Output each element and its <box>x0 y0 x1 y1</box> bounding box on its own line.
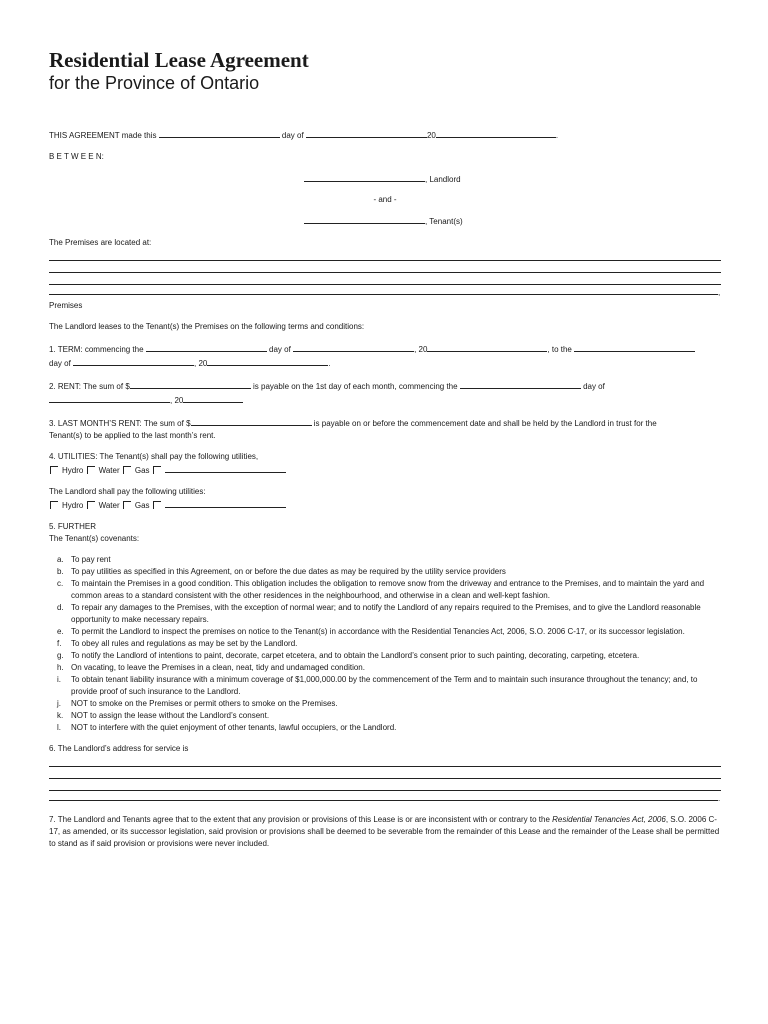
covenant-item <box>49 554 721 566</box>
premises-label: Premises <box>49 301 83 310</box>
document-title: Residential Lease Agreement <box>49 48 309 72</box>
service-intro: 6. The Landlord’s address for service is <box>49 744 189 753</box>
premises-address-line-4[interactable] <box>49 285 721 297</box>
covenant-marker: l. <box>57 723 61 732</box>
last-month-text-c: Tenant(s) to be applied to the last month’s rent. <box>49 431 216 440</box>
service-clause <box>49 743 721 805</box>
service-address-line-1[interactable] <box>49 755 721 767</box>
covenant-marker: b. <box>57 567 64 576</box>
rent-commence-month-field[interactable] <box>49 393 170 403</box>
landlord-label: , Landlord <box>425 175 461 184</box>
rent-commence-day-field[interactable] <box>460 379 581 389</box>
covenant-marker: j. <box>57 699 61 708</box>
covenant-marker: g. <box>57 651 64 660</box>
rent-commence-year-field[interactable] <box>183 393 243 403</box>
covenant-marker: e. <box>57 627 64 636</box>
last-month-text-b: is payable on or before the commencement date and shall be held by the Landlord in trust for the <box>313 419 657 428</box>
tenant-gas-label: Gas <box>134 466 150 475</box>
between-heading: B E T W E E N: <box>49 152 104 161</box>
premises-address-line-1[interactable] <box>49 249 721 261</box>
tenant-utilities-options <box>49 463 721 477</box>
document-subtitle: for the Province of Ontario <box>49 73 260 93</box>
landlord-hydro-label: Hydro <box>62 501 84 510</box>
covenant-item <box>49 674 721 698</box>
tenant-utilities-intro: 4. UTILITIES: The Tenant(s) shall pay the following utilities, <box>49 452 259 461</box>
further-section <box>49 521 721 545</box>
landlord-gas-label: Gas <box>134 501 150 510</box>
landlord-hydro-checkbox[interactable] <box>50 501 58 509</box>
covenant-marker: k. <box>57 711 64 720</box>
landlord-gas-checkbox[interactable] <box>123 501 131 509</box>
service-address-line-4[interactable] <box>49 791 721 803</box>
lease-document <box>49 48 721 850</box>
service-address-line-4-row <box>49 791 721 805</box>
covenant-item <box>49 662 721 674</box>
tenant-label: , Tenant(s) <box>425 217 463 226</box>
term-end-month-field[interactable] <box>73 356 194 366</box>
landlord-water-checkbox[interactable] <box>87 501 95 509</box>
covenant-item <box>49 722 721 734</box>
covenant-item <box>49 578 721 602</box>
covenant-marker: i. <box>57 675 61 684</box>
agreement-month-field[interactable] <box>306 128 427 138</box>
landlord-utilities-intro: The Landlord shall pay the following utilities: <box>49 487 206 496</box>
leases-text: The Landlord leases to the Tenant(s) the Premises on the following terms and conditions: <box>49 322 365 331</box>
tenant-water-label: Water <box>98 466 120 475</box>
term-text-d: , to the <box>547 345 572 354</box>
service-address-line-3[interactable] <box>49 779 721 791</box>
premises-intro: The Premises are located at: <box>49 238 152 247</box>
tenant-utilities <box>49 451 721 477</box>
tenant-name-field[interactable] <box>304 214 425 224</box>
covenant-marker: d. <box>57 603 64 612</box>
covenant-text: To notify the Landlord of intentions to paint, decorate, carpet etcetera, and to obtain the Landlord’s consent prior to such painting, decorating, carpeting, etcetera. <box>71 651 640 660</box>
covenant-item <box>49 710 721 722</box>
tenant-water-checkbox[interactable] <box>87 466 95 474</box>
term-clause <box>49 342 721 370</box>
covenant-item <box>49 602 721 626</box>
tenant-other-checkbox[interactable] <box>153 466 161 474</box>
term-start-year-field[interactable] <box>427 342 547 352</box>
term-start-month-field[interactable] <box>293 342 414 352</box>
premises-address-line-4-row <box>49 285 721 299</box>
covenant-text: To maintain the Premises in a good condition. This obligation includes the obligation to remove snow from the driveway and entrance to the Premises, and to maintain the yard and common areas to a standard consistent with the other residences in the neighbourhood, and otherwise in a clean and well-kept fashion. <box>71 579 705 600</box>
agreement-dayof-text: day of <box>281 131 304 140</box>
term-end-year-field[interactable] <box>207 356 331 368</box>
covenant-item <box>49 626 721 638</box>
covenant-text: NOT to interfere with the quiet enjoyment of other tenants, lawful occupiers, or the Landlord. <box>71 723 397 732</box>
covenant-item <box>49 638 721 650</box>
rent-amount-field[interactable] <box>130 379 251 389</box>
covenant-item <box>49 650 721 662</box>
term-text-b: day of <box>269 345 291 354</box>
rent-text-b: is payable on the 1st day of each month, commencing the <box>253 382 458 391</box>
landlord-other-checkbox[interactable] <box>153 501 161 509</box>
covenant-text: To repair any damages to the Premises, with the exception of normal wear; and to notify the Landlord of any repairs required to the Premises, and to give the Landlord reasonable opportunity to make necessary repairs. <box>71 603 701 624</box>
landlord-utilities <box>49 486 721 512</box>
agreement-end-text: . <box>555 131 559 140</box>
severability-clause <box>49 814 721 850</box>
rent-text-c: day of <box>583 382 605 391</box>
tenant-hydro-label: Hydro <box>62 466 84 475</box>
further-intro: The Tenant(s) covenants: <box>49 534 140 543</box>
term-start-day-field[interactable] <box>146 342 267 352</box>
covenant-text: To permit the Landlord to inspect the premises on notice to the Tenant(s) in accordance with the Residential Tenancies Act, 2006, S.O. 2006 C-17, or its successor legislation. <box>71 627 685 636</box>
premises-address-line-2[interactable] <box>49 261 721 273</box>
landlord-water-label: Water <box>98 501 120 510</box>
covenant-marker: f. <box>57 639 62 648</box>
last-month-text-a: 3. LAST MONTH’S RENT: The sum of $ <box>49 419 191 428</box>
service-address-line-2[interactable] <box>49 767 721 779</box>
covenant-marker: c. <box>57 579 64 588</box>
agreement-year-field[interactable] <box>436 128 559 140</box>
term-text-e: day of <box>49 359 71 368</box>
agreement-year-prefix: 20 <box>426 131 436 140</box>
severability-text-b: , S.O. 2006 C-17, as amended, or its successor legislation, said provision or provisions shall be deemed to be severable from the remainder of this Lease and the remainder of the Lease shall be permitted to stand as if said provision or provisions were never included. <box>49 815 720 848</box>
covenant-marker: h. <box>57 663 64 672</box>
rent-clause <box>49 379 721 407</box>
covenant-text: On vacating, to leave the Premises in a clean, neat, tidy and undamaged condition. <box>71 663 365 672</box>
covenant-item <box>49 566 721 578</box>
agreement-date-line <box>49 128 721 142</box>
covenant-text: NOT to smoke on the Premises or permit others to smoke on the Premises. <box>71 699 338 708</box>
covenant-text: To obey all rules and regulations as may be set by the Landlord. <box>71 639 298 648</box>
severability-act-name: Residential Tenancies Act, 2006 <box>552 815 666 824</box>
and-separator: - and - <box>373 195 397 204</box>
rent-text-d: , 20 <box>170 396 184 405</box>
tenant-gas-checkbox[interactable] <box>123 466 131 474</box>
term-text-a: 1. TERM: commencing the <box>49 345 144 354</box>
tenant-line <box>49 214 721 228</box>
premises-address-line-3[interactable] <box>49 273 721 285</box>
landlord-utilities-options <box>49 498 721 512</box>
tenant-other-utility-field[interactable] <box>165 463 286 473</box>
agreement-start-text: THIS AGREEMENT made this <box>49 131 157 140</box>
landlord-name-field[interactable] <box>304 172 425 182</box>
landlord-line <box>49 172 721 186</box>
covenant-marker: a. <box>57 555 64 564</box>
covenant-text: NOT to assign the lease without the Landlord’s consent. <box>71 711 270 720</box>
rent-text-a: 2. RENT: The sum of $ <box>49 382 130 391</box>
premises-end-comma: , <box>718 288 721 297</box>
last-month-clause <box>49 416 721 442</box>
covenant-text: To obtain tenant liability insurance with a minimum coverage of $1,000,000.00 by the commencement of the Term and to maintain such insurance throughout the tenancy; and, to provide proof of such insurance to the Landlord. <box>71 675 698 696</box>
further-heading: 5. FURTHER <box>49 522 96 531</box>
covenant-item <box>49 698 721 710</box>
term-text-f: , 20 <box>194 359 208 368</box>
tenant-hydro-checkbox[interactable] <box>50 466 58 474</box>
covenant-text: To pay utilities as specified in this Agreement, on or before the due dates as may be required by the utility service providers <box>71 567 506 576</box>
term-text-c: , 20 <box>414 345 428 354</box>
covenant-list <box>49 554 721 734</box>
landlord-other-utility-field[interactable] <box>165 498 286 508</box>
agreement-day-field[interactable] <box>159 128 280 138</box>
last-month-amount-field[interactable] <box>191 416 312 426</box>
term-end-day-field[interactable] <box>574 342 695 352</box>
covenant-text: To pay rent <box>71 555 111 564</box>
term-text-g: . <box>328 359 331 368</box>
severability-text-a: 7. The Landlord and Tenants agree that to the extent that any provision or provisions of this Lease is or are inconsistent with or contrary to the <box>49 815 553 824</box>
service-end-period: . <box>718 794 721 803</box>
